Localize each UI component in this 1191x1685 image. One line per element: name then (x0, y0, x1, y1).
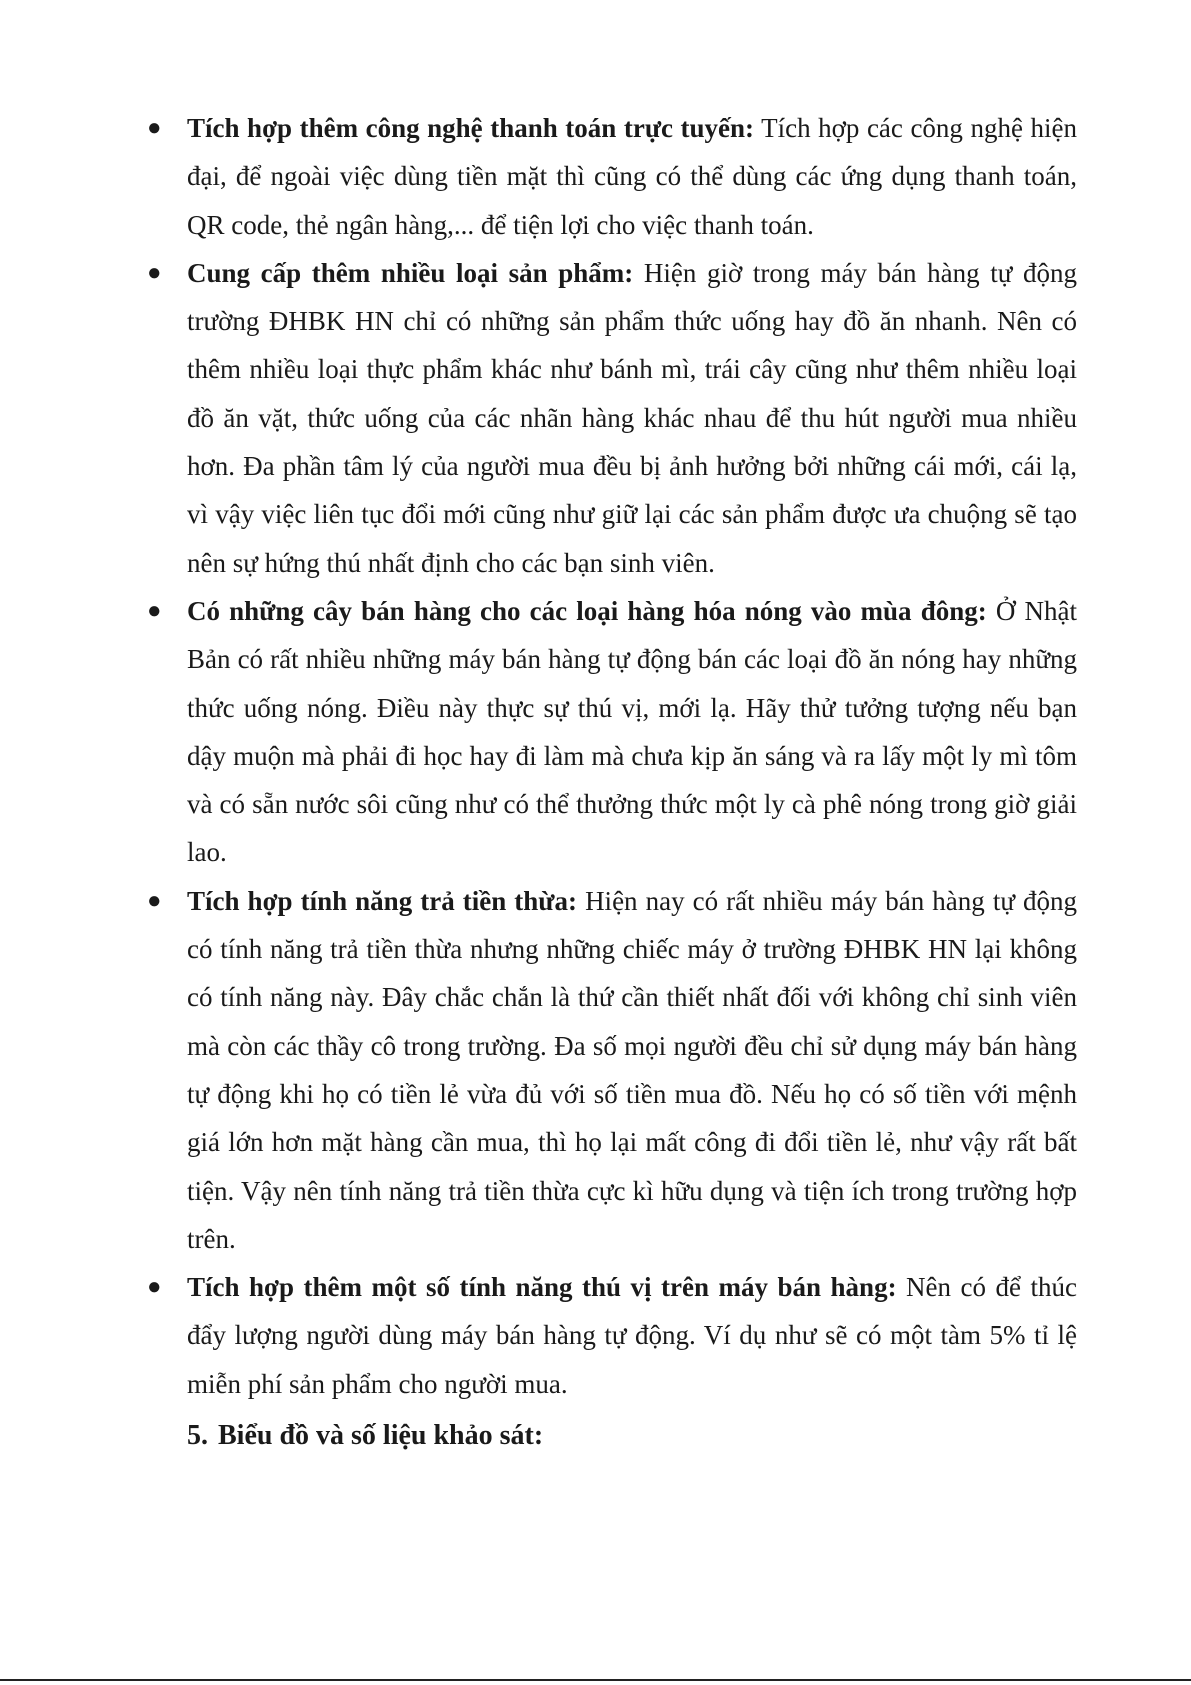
list-item (145, 587, 1077, 877)
list-item (145, 877, 1077, 1263)
list-item-lead: Tích hợp thêm công nghệ thanh toán trực tuyến: (187, 113, 755, 143)
bullet-icon: ● (147, 597, 162, 624)
list-item-lead: Tích hợp tính năng trả tiền thừa: (187, 885, 578, 916)
list-item (145, 249, 1077, 587)
section-title: Biểu đồ và số liệu khảo sát: (218, 1420, 544, 1452)
bullet-icon: ● (147, 887, 162, 914)
section-heading (187, 1412, 1077, 1460)
page-bottom-rule (0, 1679, 1191, 1681)
list-item (145, 104, 1077, 249)
bullet-icon: ● (147, 259, 162, 286)
list-item-text: Hiện giờ trong máy bán hàng tự động trường ĐHBK HN chỉ có những sản phẩm thức uống hay đồ ăn nhanh. Nên có thêm nhiều loại thực phẩm khác như bánh mì, trái cây cũng như thêm nhiều loại đồ ăn vặt, thức uống của các nhãn hàng khác nhau để thu hút người mua nhiều hơn. Đa phần tâm lý của người mua đều bị ảnh hưởng bởi những cái mới, cái lạ, vì vậy việc liên tục đổi mới cũng như giữ lại các sản phẩm được ưa chuộng sẽ tạo nên sự hứng thú nhất định cho các bạn sinh viên. (187, 257, 1077, 578)
list-item-text: Ở Nhật Bản có rất nhiều những máy bán hàng tự động bán các loại đồ ăn nóng hay những thức uống nóng. Điều này thực sự thú vị, mới lạ. Hãy thử tưởng tượng nếu bạn dậy muộn mà phải đi học hay đi làm mà chưa kịp ăn sáng và ra lấy một ly mì tôm và có sẵn nước sôi cũng như có thể thưởng thức một ly cà phê nóng trong giờ giải lao. (187, 595, 1078, 868)
bullet-icon: ● (147, 115, 162, 141)
list-item-text: Tích hợp các công nghệ hiện đại, để ngoài việc dùng tiền mặt thì cũng có thể dùng các ứng dụng thanh toán, QR code, thẻ ngân hàng,... để tiện lợi cho việc thanh toán. (187, 113, 1077, 240)
list-item-text: Hiện nay có rất nhiều máy bán hàng tự động có tính năng trả tiền thừa nhưng những chiếc máy ở trường ĐHBK HN lại không có tính năng này. Đây chắc chắn là thứ cần thiết nhất đối với không chỉ sinh viên mà còn các thầy cô trong trường. Đa số mọi người đều chỉ sử dụng máy bán hàng tự động khi họ có tiền lẻ vừa đủ với số tiền mua đồ. Nếu họ có số tiền với mệnh giá lớn hơn mặt hàng cần mua, thì họ lại mất công đi đổi tiền lẻ, như vậy rất bất tiện. Vậy nên tính năng trả tiền thừa cực kì hữu dụng và tiện ích trong trường hợp trên. (187, 885, 1077, 1254)
page-content (145, 104, 1077, 1460)
recommendation-list (145, 104, 1077, 1408)
bullet-icon: ● (147, 1274, 162, 1301)
section-number: 5. (187, 1420, 208, 1452)
list-item-lead: Có những cây bán hàng cho các loại hàng hóa nóng vào mùa đông: (187, 595, 987, 626)
list-item (145, 1263, 1077, 1408)
list-item-lead: Tích hợp thêm một số tính năng thú vị trên máy bán hàng: (187, 1272, 897, 1303)
list-item-text: Nên có để thúc đẩy lượng người dùng máy bán hàng tự động. Ví dụ như sẽ có một tàm 5% tỉ lệ miễn phí sản phẩm cho người mua. (187, 1272, 1077, 1399)
list-item-lead: Cung cấp thêm nhiều loại sản phẩm: (187, 257, 634, 288)
